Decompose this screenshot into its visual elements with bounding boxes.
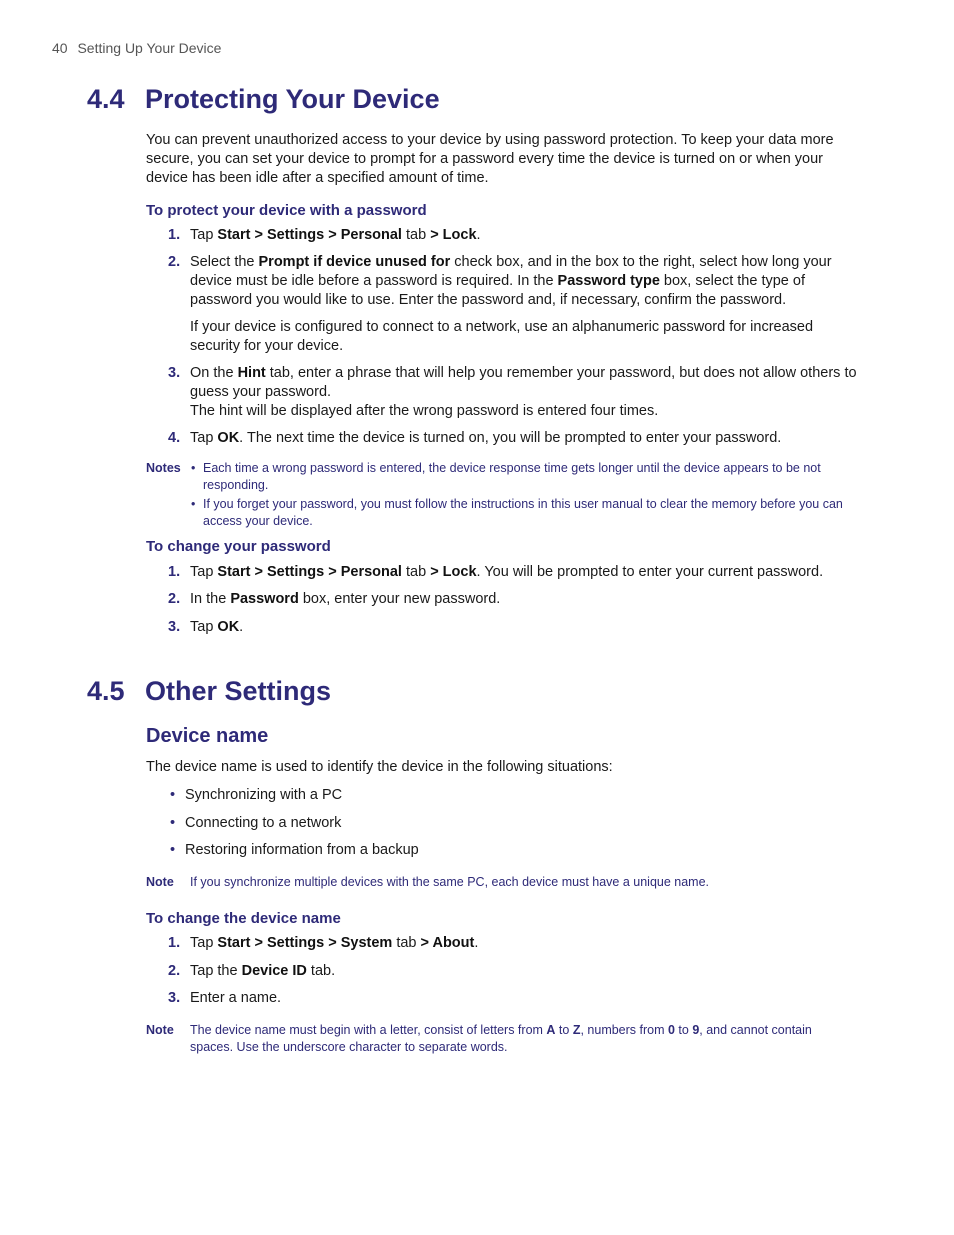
subheading-change-device-name: To change the device name	[146, 910, 341, 927]
note-fragment: The device name must begin with a letter, consist of letters from	[190, 1023, 547, 1037]
subheading-device-name: Device name	[146, 725, 269, 747]
button-name: OK	[217, 430, 240, 446]
option-name: Password	[230, 591, 299, 607]
step-item	[168, 989, 858, 1008]
notes-label: Notes	[146, 461, 181, 475]
subheading-protect-password: To protect your device with a password	[146, 202, 427, 219]
section-heading: Protecting Your Device	[145, 84, 440, 114]
section-number: 4.5	[87, 676, 125, 706]
step-text: Tap	[190, 430, 218, 446]
note-bullet: • If you forget your password, you must follow the instructions in this user manual to clear the memory before you can access your device.	[191, 497, 843, 528]
step-item	[168, 962, 858, 981]
page-number: 40	[52, 40, 68, 56]
step-text: Tap	[190, 935, 218, 951]
step-number: 4.	[168, 430, 181, 446]
step-text: check box, and in the box to the right, select how long your device must be idle before a password is required. In the	[190, 254, 832, 289]
running-header	[52, 40, 221, 56]
list-item: • Synchronizing with a PC	[170, 787, 343, 803]
note-text: Each time a wrong password is entered, the device response time gets longer until the device appears to be not responding.	[203, 461, 821, 492]
step-text: tab	[401, 227, 431, 243]
note-fragment: to	[674, 1023, 693, 1037]
step-number: 3.	[168, 990, 181, 1006]
step-text: .	[476, 227, 481, 243]
note-fragment: , and cannot contain spaces. Use the underscore character to separate words.	[190, 1023, 812, 1054]
subheading-change-password: To change your password	[146, 538, 331, 555]
section-heading: Other Settings	[145, 676, 332, 706]
step-item	[168, 590, 858, 609]
button-name: OK	[217, 619, 240, 635]
section-title-4-5	[87, 676, 331, 707]
device-name-intro: The device name is used to identify the device in the following situations:	[146, 759, 613, 775]
step-item	[168, 563, 858, 582]
note-label: Note	[146, 875, 174, 889]
step-text: box, select the type of password you would like to use. Enter the password and, if necessary, confirm the password.	[190, 273, 805, 308]
step-text: tab.	[306, 963, 336, 979]
step-text: .	[239, 619, 244, 635]
step-item	[168, 618, 858, 637]
menu-path: Start > Settings > Personal	[217, 564, 402, 580]
list-item-text: Connecting to a network	[185, 814, 342, 831]
option-name: Hint	[237, 365, 266, 381]
section-title-4-4	[87, 84, 440, 115]
menu-path: > Lock	[430, 564, 477, 580]
note-block	[146, 874, 856, 891]
step-item	[168, 934, 858, 953]
menu-path: Start > Settings > System	[217, 935, 393, 951]
step-extra-paragraph: The hint will be displayed after the wrong password is entered four times.	[190, 403, 659, 419]
step-number: 1.	[168, 564, 181, 580]
note-block	[146, 1022, 856, 1056]
option-name: Password type	[557, 273, 660, 289]
list-item: • Restoring information from a backup	[170, 842, 419, 858]
section-number: 4.4	[87, 84, 125, 114]
step-text: In the	[190, 591, 231, 607]
step-item	[168, 364, 858, 421]
notes-block	[146, 460, 856, 530]
step-number: 2.	[168, 254, 181, 270]
note-bullet: • Each time a wrong password is entered, the device response time gets longer until the device appears to be not responding.	[191, 461, 821, 492]
note-emphasis: 0	[668, 1023, 675, 1037]
step-text: tab	[392, 935, 421, 951]
note-label: Note	[146, 1023, 174, 1037]
intro-paragraph: You can prevent unauthorized access to your device by using password protection. To keep your data more secure, you can set your device to prompt for a password every time the device is turned on or when your device has been idle after a specified amount of time.	[146, 132, 834, 186]
note-text	[190, 1022, 856, 1056]
list-item: • Connecting to a network	[170, 814, 342, 831]
list-item-text: Restoring information from a backup	[185, 842, 419, 858]
step-text: .	[474, 935, 479, 951]
step-number: 3.	[168, 365, 181, 381]
step-number: 1.	[168, 227, 181, 243]
step-extra-paragraph: If your device is configured to connect to a network, use an alphanumeric password for increased security for your device.	[190, 319, 814, 354]
step-number: 1.	[168, 935, 181, 951]
step-text: Tap the	[190, 963, 242, 979]
note-emphasis: 9	[692, 1023, 700, 1037]
situations-list	[170, 786, 419, 869]
step-text: Enter a name.	[190, 990, 282, 1006]
step-text: On the	[190, 365, 238, 381]
list-item-text: Synchronizing with a PC	[185, 787, 343, 803]
step-text: box, enter your new password.	[298, 591, 501, 607]
tab-name: Device ID	[241, 963, 307, 979]
step-text: tab, enter a phrase that will help you remember your password, but does not allow others to guess your password.	[190, 365, 857, 400]
step-item	[168, 253, 858, 356]
chapter-title: Setting Up Your Device	[77, 40, 222, 56]
step-text: Tap	[190, 619, 218, 635]
step-item	[168, 226, 858, 245]
step-text: . The next time the device is turned on, you will be prompted to enter your password.	[239, 430, 782, 446]
option-name: Prompt if device unused for	[258, 254, 451, 270]
note-text: If you forget your password, you must follow the instructions in this user manual to clear the memory before you can access your device.	[203, 497, 843, 528]
step-text: Tap	[190, 227, 218, 243]
step-text: Select the	[190, 254, 259, 270]
step-text: Tap	[190, 564, 218, 580]
step-item	[168, 429, 858, 448]
step-number: 2.	[168, 963, 181, 979]
step-text: tab	[401, 564, 431, 580]
step-text: . You will be prompted to enter your current password.	[476, 564, 824, 580]
menu-path: > About	[420, 935, 475, 951]
note-fragment: , numbers from	[580, 1023, 668, 1037]
note-fragment: to	[555, 1023, 573, 1037]
menu-path: Start > Settings > Personal	[217, 227, 402, 243]
menu-path: > Lock	[430, 227, 477, 243]
note-emphasis: A	[546, 1023, 556, 1037]
note-text: If you synchronize multiple devices with the same PC, each device must have a unique name.	[190, 875, 710, 889]
note-emphasis: Z	[572, 1023, 581, 1037]
step-number: 3.	[168, 619, 181, 635]
step-number: 2.	[168, 591, 181, 607]
